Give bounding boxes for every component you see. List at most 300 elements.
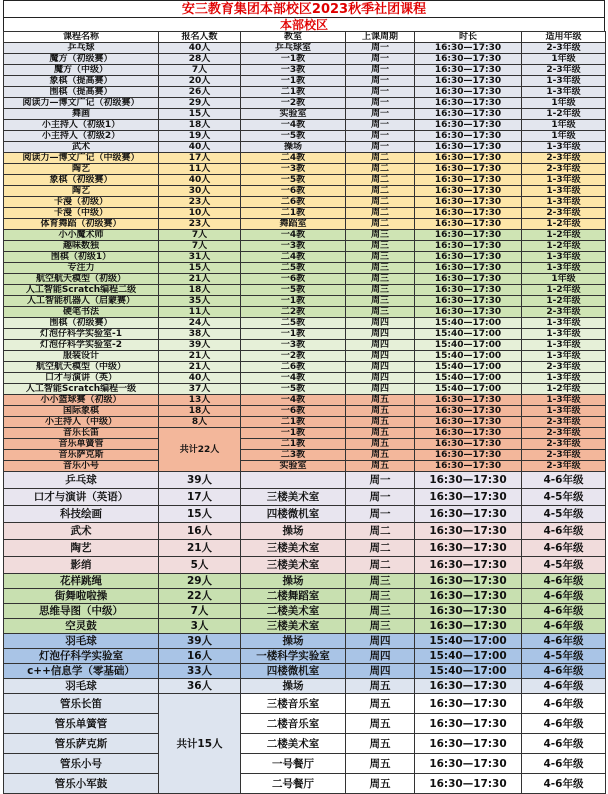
- classroom-cell: 一4教: [241, 230, 346, 241]
- duration-cell: 16:30—17:30: [415, 197, 522, 208]
- course-name-cell: 服装设计: [4, 351, 159, 362]
- course-name-cell: 空灵鼓: [4, 619, 159, 634]
- classroom-cell: 二楼舞蹈室: [241, 589, 346, 604]
- weekday-cell: 周四: [346, 351, 415, 362]
- course-name-cell: 羽毛球: [4, 679, 159, 694]
- grade-cell: 1-3年级: [522, 263, 606, 274]
- enrollment-cell: 24人: [159, 318, 241, 329]
- grade-cell: 1-3年级: [522, 373, 606, 384]
- enrollment-cell: 7人: [159, 604, 241, 619]
- duration-cell: 16:30—17:30: [415, 230, 522, 241]
- grade-cell: 1年级: [522, 98, 606, 109]
- enrollment-cell: 3人: [159, 619, 241, 634]
- table-row: [4, 373, 606, 384]
- course-name-cell: 口才与演讲（英）: [4, 373, 159, 384]
- classroom-cell: 二4教: [241, 252, 346, 263]
- table-row: [4, 679, 606, 694]
- weekday-cell: 周一: [346, 65, 415, 76]
- grade-cell: 1-3年级: [522, 197, 606, 208]
- table-row: [4, 219, 606, 230]
- grade-cell: 4-6年级: [522, 523, 606, 540]
- weekday-cell: 周一: [346, 98, 415, 109]
- table-row: [4, 197, 606, 208]
- classroom-cell: 一5教: [241, 131, 346, 142]
- course-name-cell: 象棋（初级赛）: [4, 175, 159, 186]
- enrollment-cell: 39人: [159, 340, 241, 351]
- duration-cell: 16:30—17:30: [415, 439, 522, 450]
- weekday-cell: 周五: [346, 439, 415, 450]
- enrollment-cell: 17人: [159, 489, 241, 506]
- table-row: [4, 734, 606, 754]
- enrollment-cell: 8人: [159, 417, 241, 428]
- grade-cell: 1-3年级: [522, 76, 606, 87]
- table-row: [4, 714, 606, 734]
- weekday-cell: 周四: [346, 340, 415, 351]
- classroom-cell: [241, 472, 346, 489]
- classroom-cell: 二号餐厅: [241, 774, 346, 794]
- course-name-cell: 围棋（初级赛）: [4, 318, 159, 329]
- course-name-cell: 街舞啦啦操: [4, 589, 159, 604]
- course-name-cell: 羽毛球: [4, 634, 159, 649]
- grade-cell: 4-6年级: [522, 734, 606, 754]
- classroom-cell: 三楼美术室: [241, 489, 346, 506]
- grade-cell: 2-3年级: [522, 208, 606, 219]
- table-row: [4, 98, 606, 109]
- course-name-cell: 舞画: [4, 109, 159, 120]
- table-row: [4, 664, 606, 679]
- table-row: [4, 153, 606, 164]
- table-row: [4, 164, 606, 175]
- grade-cell: 1-3年级: [522, 142, 606, 153]
- enrollment-cell: 21人: [159, 362, 241, 373]
- grade-cell: 1-3年级: [522, 395, 606, 406]
- weekday-cell: 周五: [346, 714, 415, 734]
- header-count: 报名人数: [159, 32, 241, 43]
- classroom-cell: 二楼美术室: [241, 734, 346, 754]
- enrollment-cell: 18人: [159, 120, 241, 131]
- weekday-cell: 周一: [346, 87, 415, 98]
- weekday-cell: 周一: [346, 489, 415, 506]
- grade-cell: 2-3年级: [522, 65, 606, 76]
- duration-cell: 16:30—17:30: [415, 285, 522, 296]
- course-name-cell: 趣味数独: [4, 241, 159, 252]
- duration-cell: 16:30—17:30: [415, 76, 522, 87]
- grade-cell: 1-2年级: [522, 109, 606, 120]
- duration-cell: 16:30—17:30: [415, 604, 522, 619]
- classroom-cell: 一1教: [241, 54, 346, 65]
- course-name-cell: 航空航天模型（中级）: [4, 362, 159, 373]
- classroom-cell: 一6教: [241, 406, 346, 417]
- grade-cell: 4-6年级: [522, 472, 606, 489]
- course-name-cell: 人工智能Scratch编程一级: [4, 384, 159, 395]
- enrollment-cell: 29人: [159, 574, 241, 589]
- classroom-cell: 二4教: [241, 153, 346, 164]
- classroom-cell: 一6教: [241, 186, 346, 197]
- duration-cell: 16:30—17:30: [415, 131, 522, 142]
- grade-cell: 2-3年级: [522, 439, 606, 450]
- weekday-cell: 周五: [346, 754, 415, 774]
- weekday-cell: 周三: [346, 574, 415, 589]
- weekday-cell: 周五: [346, 679, 415, 694]
- course-name-cell: 阅读力—博文广记（中级赛）: [4, 153, 159, 164]
- duration-cell: 16:30—17:30: [415, 208, 522, 219]
- duration-cell: 16:30—17:30: [415, 417, 522, 428]
- course-name-cell: 乒乓球: [4, 472, 159, 489]
- course-name-cell: 小主持人（初级2）: [4, 131, 159, 142]
- weekday-cell: 周三: [346, 604, 415, 619]
- enrollment-cell: 40人: [159, 142, 241, 153]
- classroom-cell: 乒乓球室: [241, 43, 346, 54]
- course-name-cell: 人工智能机器人（启蒙赛）: [4, 296, 159, 307]
- weekday-cell: 周五: [346, 734, 415, 754]
- grade-cell: 1年级: [522, 131, 606, 142]
- enrollment-cell: 18人: [159, 285, 241, 296]
- course-name-cell: 人工智能Scratch编程二级: [4, 285, 159, 296]
- grade-cell: 1-3年级: [522, 329, 606, 340]
- course-name-cell: 陶艺: [4, 186, 159, 197]
- classroom-cell: 四楼微机室: [241, 506, 346, 523]
- duration-cell: 16:30—17:30: [415, 694, 522, 714]
- course-name-cell: 国际象棋: [4, 406, 159, 417]
- course-name-cell: 音乐单簧管: [4, 439, 159, 450]
- weekday-cell: 周二: [346, 208, 415, 219]
- table-row: [4, 241, 606, 252]
- table-row: [4, 340, 606, 351]
- duration-cell: 15:40—17:00: [415, 362, 522, 373]
- table-row: [4, 362, 606, 373]
- duration-cell: 16:30—17:30: [415, 774, 522, 794]
- course-name-cell: 魔方（初级赛）: [4, 54, 159, 65]
- course-name-cell: 管乐小号: [4, 754, 159, 774]
- weekday-cell: 周四: [346, 362, 415, 373]
- table-row: [4, 76, 606, 87]
- table-row: [4, 120, 606, 131]
- grade-cell: 1-2年级: [522, 384, 606, 395]
- duration-cell: 15:40—17:00: [415, 373, 522, 384]
- duration-cell: 16:30—17:30: [415, 714, 522, 734]
- classroom-cell: 一4教: [241, 395, 346, 406]
- course-name-cell: 灯泡仔科学实验室-2: [4, 340, 159, 351]
- grade-cell: 4-6年级: [522, 679, 606, 694]
- table-row: [4, 175, 606, 186]
- grade-cell: 1-2年级: [522, 285, 606, 296]
- table-row: [4, 43, 606, 54]
- weekday-cell: 周二: [346, 197, 415, 208]
- enrollment-cell: 22人: [159, 589, 241, 604]
- course-name-cell: 小主持人（初级1）: [4, 120, 159, 131]
- grade-cell: 1-3年级: [522, 87, 606, 98]
- enrollment-cell: 18人: [159, 406, 241, 417]
- enrollment-cell: 31人: [159, 252, 241, 263]
- table-row: [4, 87, 606, 98]
- duration-cell: 16:30—17:30: [415, 219, 522, 230]
- classroom-cell: 二5教: [241, 318, 346, 329]
- table-row: [4, 604, 606, 619]
- course-name-cell: 花样跳绳: [4, 574, 159, 589]
- grade-cell: 4-5年级: [522, 506, 606, 523]
- weekday-cell: 周五: [346, 694, 415, 714]
- weekday-cell: 周四: [346, 373, 415, 384]
- course-name-cell: 专注力: [4, 263, 159, 274]
- grade-cell: 4-6年级: [522, 604, 606, 619]
- course-name-cell: 灯泡仔科学实验室: [4, 649, 159, 664]
- classroom-cell: 一3教: [241, 65, 346, 76]
- weekday-cell: 周四: [346, 384, 415, 395]
- duration-cell: 16:30—17:30: [415, 98, 522, 109]
- course-name-cell: 思维导图（中级）: [4, 604, 159, 619]
- classroom-cell: 一1教: [241, 296, 346, 307]
- weekday-cell: 周一: [346, 131, 415, 142]
- weekday-cell: 周五: [346, 450, 415, 461]
- duration-cell: 16:30—17:30: [415, 241, 522, 252]
- duration-cell: 16:30—17:30: [415, 153, 522, 164]
- classroom-cell: 二3教: [241, 450, 346, 461]
- grade-cell: 1-3年级: [522, 340, 606, 351]
- course-name-cell: 陶艺: [4, 540, 159, 557]
- duration-cell: 16:30—17:30: [415, 164, 522, 175]
- classroom-cell: 舞蹈室: [241, 219, 346, 230]
- grade-cell: 2-3年级: [522, 428, 606, 439]
- enrollment-cell: 29人: [159, 98, 241, 109]
- grade-cell: 1-2年级: [522, 296, 606, 307]
- classroom-cell: 二楼音乐室: [241, 714, 346, 734]
- enrollment-cell: 11人: [159, 164, 241, 175]
- enrollment-cell: 13人: [159, 395, 241, 406]
- classroom-cell: 二6教: [241, 197, 346, 208]
- table-row: [4, 540, 606, 557]
- duration-cell: 16:30—17:30: [415, 540, 522, 557]
- classroom-cell: 操场: [241, 679, 346, 694]
- table-row: [4, 428, 606, 439]
- classroom-cell: 一2教: [241, 351, 346, 362]
- course-name-cell: 管乐单簧管: [4, 714, 159, 734]
- grade-cell: 1-3年级: [522, 318, 606, 329]
- schedule-sheet: [3, 0, 605, 794]
- duration-cell: 16:30—17:30: [415, 263, 522, 274]
- classroom-cell: 操场: [241, 574, 346, 589]
- classroom-cell: 一3教: [241, 241, 346, 252]
- classroom-cell: 一5教: [241, 384, 346, 395]
- duration-cell: 16:30—17:30: [415, 175, 522, 186]
- enrollment-cell: 17人: [159, 153, 241, 164]
- weekday-cell: 周三: [346, 589, 415, 604]
- classroom-cell: 一3教: [241, 340, 346, 351]
- grade-cell: 4-6年级: [522, 574, 606, 589]
- weekday-cell: 周五: [346, 774, 415, 794]
- classroom-cell: 实验室: [241, 461, 346, 472]
- course-name-cell: 管乐长笛: [4, 694, 159, 714]
- duration-cell: 16:30—17:30: [415, 186, 522, 197]
- weekday-cell: 周一: [346, 472, 415, 489]
- grade-cell: 1-2年级: [522, 241, 606, 252]
- table-row: [4, 351, 606, 362]
- enrollment-cell: 30人: [159, 186, 241, 197]
- course-name-cell: 科技绘画: [4, 506, 159, 523]
- duration-cell: 16:30—17:30: [415, 395, 522, 406]
- table-row: [4, 230, 606, 241]
- group-enrollment-cell: 共计15人: [159, 694, 241, 794]
- enrollment-cell: 15人: [159, 109, 241, 120]
- classroom-cell: 二5教: [241, 263, 346, 274]
- grade-cell: 1-3年级: [522, 351, 606, 362]
- table-row: [4, 274, 606, 285]
- classroom-cell: 操场: [241, 523, 346, 540]
- grade-cell: 2-3年级: [522, 43, 606, 54]
- weekday-cell: 周一: [346, 76, 415, 87]
- table-row: [4, 131, 606, 142]
- duration-cell: 16:30—17:30: [415, 142, 522, 153]
- table-row: [4, 461, 606, 472]
- grade-cell: 2-3年级: [522, 153, 606, 164]
- enrollment-cell: 40人: [159, 43, 241, 54]
- page-subtitle: 本部校区: [3, 17, 605, 31]
- weekday-cell: 周二: [346, 219, 415, 230]
- classroom-cell: 二1教: [241, 439, 346, 450]
- course-name-cell: 卡漫（初级）: [4, 197, 159, 208]
- header-time: 时长: [415, 32, 522, 43]
- grade-cell: 1-3年级: [522, 406, 606, 417]
- course-name-cell: 体育舞蹈（初级赛）: [4, 219, 159, 230]
- weekday-cell: 周五: [346, 417, 415, 428]
- duration-cell: 16:30—17:30: [415, 450, 522, 461]
- classroom-cell: 一1教: [241, 428, 346, 439]
- duration-cell: 15:40—17:00: [415, 329, 522, 340]
- classroom-cell: 二6教: [241, 362, 346, 373]
- duration-cell: 16:30—17:30: [415, 589, 522, 604]
- course-name-cell: 小小魔术师: [4, 230, 159, 241]
- enrollment-cell: 5人: [159, 557, 241, 574]
- table-row: [4, 450, 606, 461]
- weekday-cell: 周二: [346, 153, 415, 164]
- grade-cell: 4-6年级: [522, 774, 606, 794]
- enrollment-cell: 15人: [159, 263, 241, 274]
- classroom-cell: 一1教: [241, 76, 346, 87]
- grade-cell: 2-3年级: [522, 461, 606, 472]
- grade-cell: 2-3年级: [522, 164, 606, 175]
- grade-cell: 2-3年级: [522, 450, 606, 461]
- table-row: [4, 406, 606, 417]
- grade-cell: 4-6年级: [522, 589, 606, 604]
- duration-cell: 15:40—17:00: [415, 664, 522, 679]
- course-name-cell: 管乐小军鼓: [4, 774, 159, 794]
- course-name-cell: 陶艺: [4, 164, 159, 175]
- weekday-cell: 周三: [346, 307, 415, 318]
- weekday-cell: 周三: [346, 252, 415, 263]
- enrollment-cell: 26人: [159, 87, 241, 98]
- enrollment-cell: 23人: [159, 197, 241, 208]
- grade-cell: 4-5年级: [522, 557, 606, 574]
- table-row: [4, 263, 606, 274]
- weekday-cell: 周三: [346, 296, 415, 307]
- table-row: [4, 754, 606, 774]
- weekday-cell: 周一: [346, 506, 415, 523]
- classroom-cell: 一号餐厅: [241, 754, 346, 774]
- grade-cell: 1-2年级: [522, 230, 606, 241]
- classroom-cell: 二2教: [241, 307, 346, 318]
- duration-cell: 15:40—17:00: [415, 634, 522, 649]
- enrollment-cell: 7人: [159, 241, 241, 252]
- enrollment-cell: 11人: [159, 307, 241, 318]
- weekday-cell: 周四: [346, 649, 415, 664]
- classroom-cell: 二1教: [241, 417, 346, 428]
- table-row: [4, 619, 606, 634]
- enrollment-cell: 20人: [159, 76, 241, 87]
- table-row: [4, 649, 606, 664]
- classroom-cell: 一6教: [241, 274, 346, 285]
- classroom-cell: 二1教: [241, 87, 346, 98]
- duration-cell: 16:30—17:30: [415, 679, 522, 694]
- enrollment-cell: 16人: [159, 649, 241, 664]
- classroom-cell: 一1教: [241, 329, 346, 340]
- grade-cell: 1-2年级: [522, 219, 606, 230]
- duration-cell: 16:30—17:30: [415, 252, 522, 263]
- grade-cell: 1-3年级: [522, 252, 606, 263]
- course-name-cell: 乒乓球: [4, 43, 159, 54]
- grade-cell: 4-5年级: [522, 649, 606, 664]
- classroom-cell: 一5教: [241, 175, 346, 186]
- duration-cell: 16:30—17:30: [415, 557, 522, 574]
- weekday-cell: 周四: [346, 634, 415, 649]
- duration-cell: 15:40—17:00: [415, 649, 522, 664]
- enrollment-cell: 7人: [159, 230, 241, 241]
- course-name-cell: 硬笔书法: [4, 307, 159, 318]
- weekday-cell: 周二: [346, 175, 415, 186]
- schedule-table: [3, 31, 606, 794]
- duration-cell: 16:30—17:30: [415, 296, 522, 307]
- grade-cell: 4-6年级: [522, 714, 606, 734]
- enrollment-cell: 21人: [159, 351, 241, 362]
- duration-cell: 16:30—17:30: [415, 54, 522, 65]
- grade-cell: 4-6年级: [522, 634, 606, 649]
- header-day: 上课周期: [346, 32, 415, 43]
- weekday-cell: 周二: [346, 186, 415, 197]
- duration-cell: 16:30—17:30: [415, 506, 522, 523]
- grade-cell: 2-3年级: [522, 362, 606, 373]
- grade-cell: 1-3年级: [522, 186, 606, 197]
- grade-cell: 1年级: [522, 120, 606, 131]
- duration-cell: 16:30—17:30: [415, 472, 522, 489]
- classroom-cell: 操场: [241, 634, 346, 649]
- table-body: [4, 43, 606, 794]
- course-name-cell: 音乐长笛: [4, 428, 159, 439]
- weekday-cell: 周五: [346, 461, 415, 472]
- table-row: [4, 395, 606, 406]
- course-name-cell: 武术: [4, 523, 159, 540]
- classroom-cell: 三楼美术室: [241, 619, 346, 634]
- duration-cell: 16:30—17:30: [415, 274, 522, 285]
- duration-cell: 16:30—17:30: [415, 428, 522, 439]
- duration-cell: 16:30—17:30: [415, 43, 522, 54]
- duration-cell: 16:30—17:30: [415, 461, 522, 472]
- page-title: 安三教育集团本部校区2023秋季社团课程: [3, 0, 605, 17]
- enrollment-cell: 16人: [159, 523, 241, 540]
- duration-cell: 16:30—17:30: [415, 523, 522, 540]
- weekday-cell: 周四: [346, 318, 415, 329]
- enrollment-cell: 21人: [159, 540, 241, 557]
- grade-cell: 4-6年级: [522, 619, 606, 634]
- course-name-cell: 武术: [4, 142, 159, 153]
- table-row: [4, 523, 606, 540]
- classroom-cell: 操场: [241, 142, 346, 153]
- weekday-cell: 周三: [346, 619, 415, 634]
- enrollment-cell: 40人: [159, 175, 241, 186]
- table-row: [4, 54, 606, 65]
- table-row: [4, 506, 606, 523]
- weekday-cell: 周三: [346, 274, 415, 285]
- weekday-cell: 周三: [346, 230, 415, 241]
- table-row: [4, 65, 606, 76]
- table-row: [4, 296, 606, 307]
